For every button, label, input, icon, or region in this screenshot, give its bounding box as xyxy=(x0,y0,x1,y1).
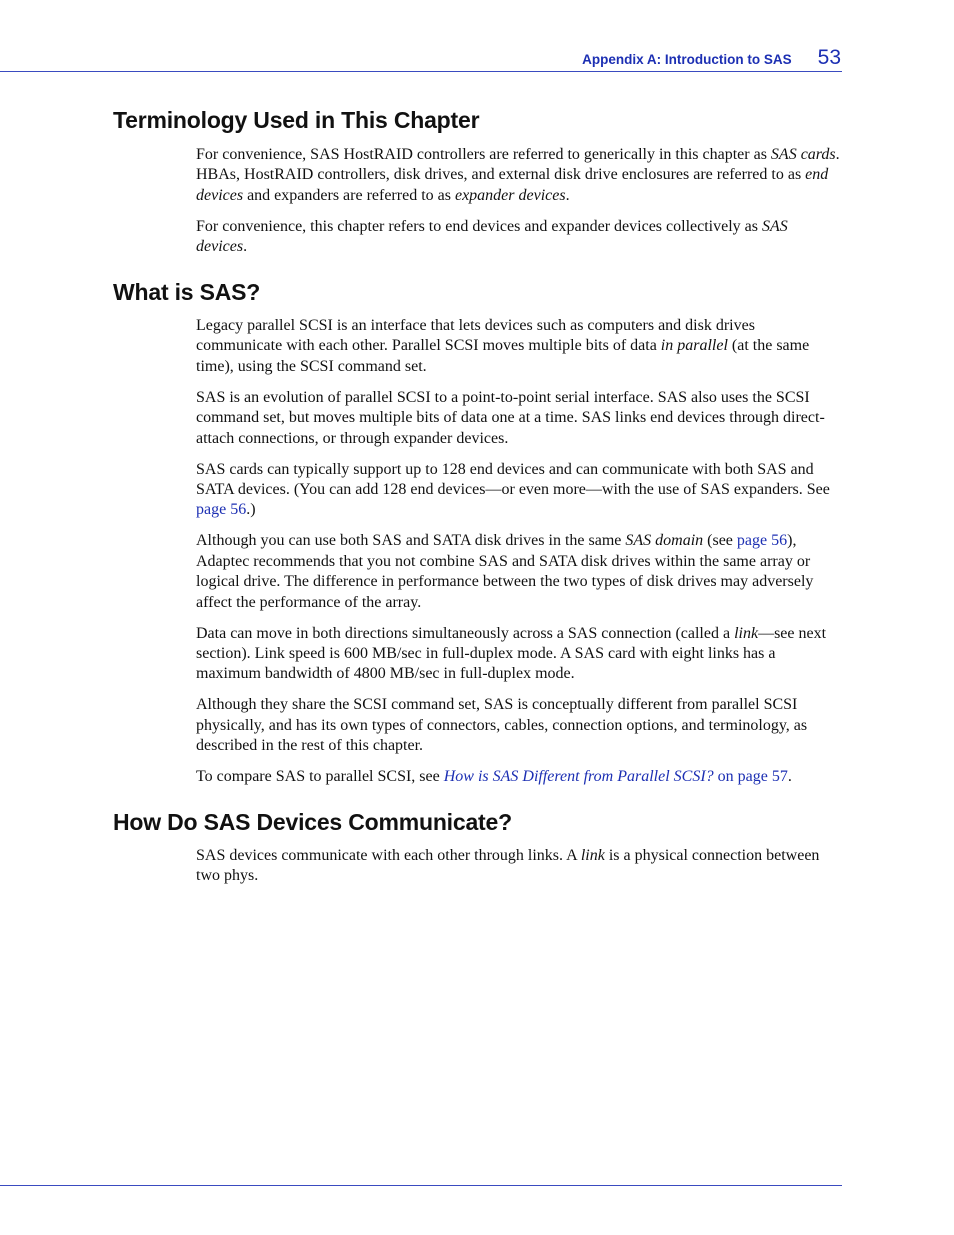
section-heading-terminology: Terminology Used in This Chapter xyxy=(113,107,480,133)
section-body-terminology xyxy=(196,145,842,268)
footer-rule xyxy=(0,1185,842,1186)
paragraph: To compare SAS to parallel SCSI, see How is SAS Different from Parallel SCSI? on page 57. xyxy=(196,768,792,786)
page-number: 53 xyxy=(817,46,841,69)
cross-reference-link[interactable]: How is SAS Different from Parallel SCSI? on page 57 xyxy=(443,768,788,786)
paragraph: Legacy parallel SCSI is an interface that lets devices such as computers and disk drives communicate with each other. Parallel SCSI moves multiple bits of data in parallel (at the same time), using the SCSI command set. xyxy=(196,317,810,375)
header-rule xyxy=(0,71,842,72)
page-link[interactable]: page 56 xyxy=(196,501,247,519)
section-heading-communicate: How Do SAS Devices Communicate? xyxy=(113,809,512,835)
section-heading-what-is-sas: What is SAS? xyxy=(113,279,261,305)
paragraph: Data can move in both directions simultaneously across a SAS connection (called a link—see next section). Link speed is 600 MB/sec in full-duplex mode. A SAS card with eight links has a maximum bandwidth of 4800 MB/sec in full-duplex mode. xyxy=(196,624,827,683)
paragraph: SAS cards can typically support up to 128 end devices and can communicate with both SAS and SATA devices. (You can add 128 end devices—or even more—with the use of SAS expanders. See page 56.) xyxy=(196,460,830,519)
paragraph: Although they share the SCSI command set, SAS is conceptually different from parallel SCSI physically, and has its own types of connectors, cables, connection options, and terminology, as described in the rest of this chapter. xyxy=(196,696,808,755)
paragraph: SAS is an evolution of parallel SCSI to a point-to-point serial interface. SAS also uses the SCSI command set, but moves multiple bits of data one at a time. SAS links end devices through direct-attach connections, or through expander devices. xyxy=(196,388,825,447)
section-body-what-is-sas xyxy=(196,316,842,798)
page-link[interactable]: page 56 xyxy=(736,532,788,550)
paragraph: For convenience, this chapter refers to end devices and expander devices collectively as SAS devices. xyxy=(196,217,788,256)
chapter-title: Appendix A: Introduction to SAS xyxy=(582,52,792,67)
paragraph: Although you can use both SAS and SATA disk drives in the same SAS domain (see page 56), Adaptec recommends that you not combine SAS and SATA disk drives within the same array or logical drive. The difference in performance between the two types of disk drives may adversely affect the performance of the array. xyxy=(196,532,814,611)
running-header xyxy=(582,46,841,70)
section-body-communicate xyxy=(196,846,842,897)
paragraph: For convenience, SAS HostRAID controllers are referred to generically in this chapter as SAS cards. HBAs, HostRAID controllers, disk drives, and external disk drive enclosures are referred to as end devices and expanders are referred to as expander devices. xyxy=(196,146,840,204)
paragraph: SAS devices communicate with each other through links. A link is a physical connection between two phys. xyxy=(196,847,820,885)
